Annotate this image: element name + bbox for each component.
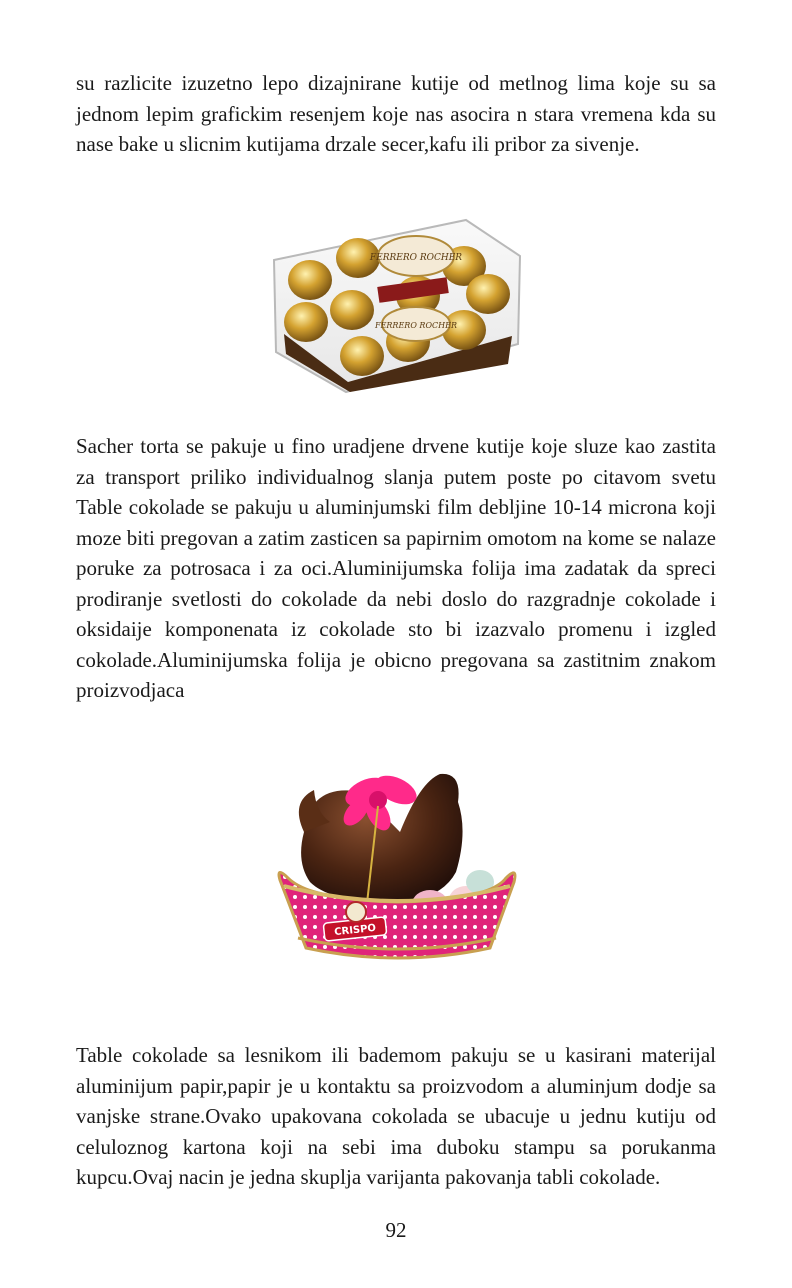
ferrero-label-text-lower: FERRERO ROCHER [375, 321, 457, 330]
ferrero-rocher-box-image [268, 214, 524, 394]
paragraph-3: Table cokolade sa lesnikom ili bademom pakuju se u kasirani materijal aluminijum papir,papir je u kontaktu sa proizvodom a aluminjum dodje sa vanjske strane.Ovako upakovana cokolada se ubacuje u jednu kutiju od celuloznog kartona koji na sebi ima duboku stampu sa porukanma kupcu.Ovaj nacin je jedna skuplja varijanta pakovanja tabli cokolade. [76, 1043, 716, 1189]
paragraph-1: su razlicite izuzetno lepo dizajnirane kutije od metlnog lima koje su sa jednom lepim grafickim resenjem koje nas asocira n stara vremena kda su nase bake u slicnim kutijama drzale secer,kafu ili pribor za sivenje. [76, 71, 716, 156]
crispo-label-text: CRISPO [333, 922, 377, 939]
page-number: 92 [385, 1218, 407, 1242]
chocolate-hen-basket-image [270, 762, 524, 972]
paragraph-2: Sacher torta se pakuje u fino uradjene drvene kutije koje sluze kao zastita za transport priliko individualnog slanja putem poste po citavom svetu Table cokolade se pakuju u aluminjumski film debljine 10-14 microna koji moze biti pregovan a zatim zasticen sa papirnim omotom na kome se nalaze poruke za potrosaca i za oci.Aluminijumska folija ima zadatak da spreci prodiranje svetlosti do cokolade da nebi doslo do razgradnje cokolade i oksidaije komponenata iz cokolade sto bi izazvalo promenu i izgled cokolade.Aluminijumska folija je obicno pregovana sa zastitnim znakom proizvodjaca [76, 434, 716, 702]
ferrero-label-text: FERRERO ROCHER [369, 253, 463, 263]
